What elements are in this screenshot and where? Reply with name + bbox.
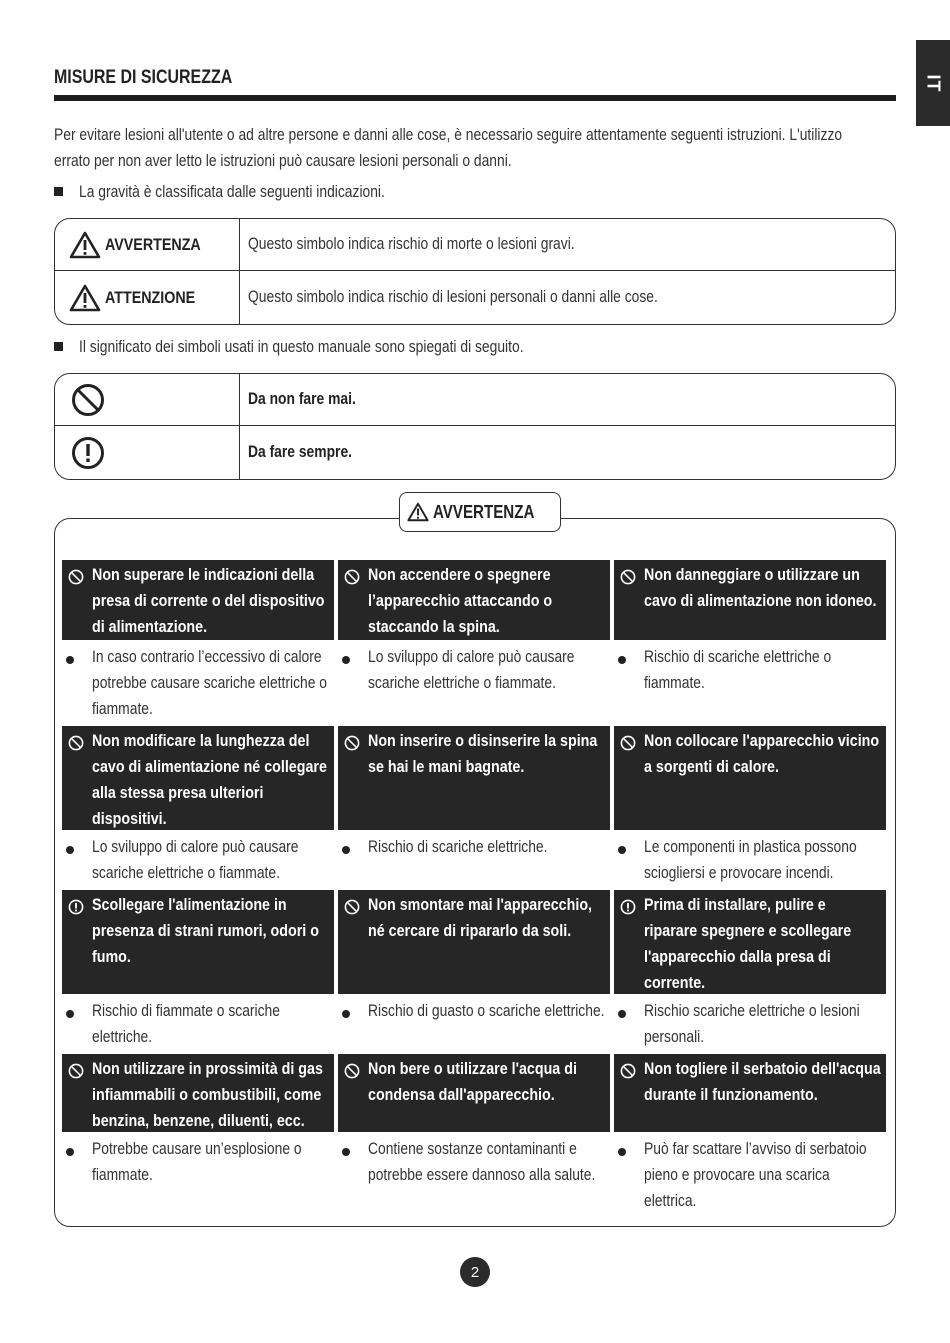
rule-detail: Rischio di guasto o scariche elettriche. bbox=[338, 994, 610, 1054]
rule-heading: Non danneggiare o utilizzare un cavo di alimentazione non idoneo. bbox=[614, 560, 886, 640]
rule-detail: Rischio di scariche elettriche o fiammate. bbox=[614, 640, 886, 726]
bullet-dot-icon bbox=[66, 656, 74, 664]
title-rule bbox=[54, 95, 896, 101]
intro-line-2: errato per non aver letto le istruzioni può causare lesioni personali o danni. bbox=[54, 152, 512, 170]
severity-row-warning bbox=[55, 219, 895, 270]
warning-triangle-icon bbox=[69, 231, 101, 259]
prohibited-icon bbox=[68, 1063, 84, 1079]
page-title: MISURE DI SICUREZZA bbox=[54, 67, 233, 88]
bullet-dot-icon bbox=[618, 1148, 626, 1156]
rule-heading: Non collocare l'apparecchio vicino a sorgenti di calore. bbox=[614, 726, 886, 830]
rule-detail: Le componenti in plastica possono sciogliersi e provocare incendi. bbox=[614, 830, 886, 890]
bullet-dot-icon bbox=[618, 846, 626, 854]
symbol-row-mandatory bbox=[55, 425, 895, 479]
rule-heading: Non accendere o spegnere l’apparecchio attaccando o staccando la spina. bbox=[338, 560, 610, 640]
prohibited-icon bbox=[620, 1063, 636, 1079]
prohibited-icon bbox=[344, 735, 360, 751]
severity-row-caution bbox=[55, 270, 895, 324]
prohibited-icon bbox=[344, 569, 360, 585]
intro-line-1: Per evitare lesioni all'utente o ad altre persone e danni alle cose, è necessario seguire attentamente seguenti istruzioni. L'utilizzo bbox=[54, 126, 843, 144]
page-number: 2 bbox=[460, 1257, 490, 1287]
severity-desc-caution: Questo simbolo indica rischio di lesioni personali o danni alle cose. bbox=[248, 288, 658, 306]
mandatory-icon bbox=[71, 436, 105, 470]
square-bullet-icon bbox=[54, 187, 63, 196]
severity-legend bbox=[54, 218, 896, 325]
prohibited-icon bbox=[620, 569, 636, 585]
bullet-dot-icon bbox=[342, 656, 350, 664]
prohibited-icon bbox=[71, 383, 105, 417]
rule-detail: Contiene sostanze contaminanti e potrebbe essere dannoso alla salute. bbox=[338, 1132, 610, 1218]
bullet-dot-icon bbox=[618, 656, 626, 664]
warning-box-title: AVVERTENZA bbox=[399, 492, 561, 532]
rule-detail: Lo sviluppo di calore può causare scariche elettriche o fiammate. bbox=[62, 830, 334, 890]
rule-detail: Può far scattare l’avviso di serbatoio pieno e provocare una scarica elettrica. bbox=[614, 1132, 886, 1218]
mandatory-icon bbox=[68, 899, 84, 915]
rule-heading: Non inserire o disinserire la spina se hai le mani bagnate. bbox=[338, 726, 610, 830]
rule-heading: Prima di installare, pulire e riparare spegnere e scollegare l'apparecchio dalla presa di corrente. bbox=[614, 890, 886, 994]
symbols-legend bbox=[54, 373, 896, 480]
rule-detail: Rischio di fiammate o scariche elettriche. bbox=[62, 994, 334, 1054]
prohibited-icon bbox=[344, 899, 360, 915]
rule-detail: In caso contrario l’eccessivo di calore potrebbe causare scariche elettriche o fiammate. bbox=[62, 640, 334, 726]
prohibited-icon bbox=[68, 735, 84, 751]
rule-detail: Lo sviluppo di calore può causare scariche elettriche o fiammate. bbox=[338, 640, 610, 726]
severity-label-caution: ATTENZIONE bbox=[105, 287, 196, 307]
severity-note: La gravità è classificata dalle seguenti indicazioni. bbox=[54, 183, 443, 202]
symbol-row-prohibited bbox=[55, 374, 895, 425]
bullet-dot-icon bbox=[342, 1148, 350, 1156]
rule-heading: Non superare le indicazioni della presa di corrente o del dispositivo di alimentazione. bbox=[62, 560, 334, 640]
prohibited-icon bbox=[68, 569, 84, 585]
warning-triangle-icon bbox=[69, 284, 101, 312]
mandatory-icon bbox=[620, 899, 636, 915]
language-tab bbox=[916, 40, 950, 126]
rule-heading: Non utilizzare in prossimità di gas infiammabili o combustibili, come benzina, benzene, diluenti, ecc. bbox=[62, 1054, 334, 1132]
rule-heading: Non bere o utilizzare l'acqua di condensa dall'apparecchio. bbox=[338, 1054, 610, 1132]
severity-label-warning: AVVERTENZA bbox=[105, 234, 201, 254]
bullet-dot-icon bbox=[342, 846, 350, 854]
bullet-dot-icon bbox=[342, 1010, 350, 1018]
rule-detail: Rischio di scariche elettriche. bbox=[338, 830, 610, 890]
symbol-desc-prohibited: Da non fare mai. bbox=[248, 390, 356, 408]
rule-heading: Non modificare la lunghezza del cavo di alimentazione né collegare alla stessa presa ulteriori dispositivi. bbox=[62, 726, 334, 830]
rule-heading: Non togliere il serbatoio dell'acqua durante il funzionamento. bbox=[614, 1054, 886, 1132]
rule-heading: Scollegare l'alimentazione in presenza di strani rumori, odori o fumo. bbox=[62, 890, 334, 994]
warning-rules-grid bbox=[62, 560, 888, 1218]
language-code: IT bbox=[923, 74, 944, 92]
rule-detail: Potrebbe causare un’esplosione o fiammate. bbox=[62, 1132, 334, 1218]
intro-text bbox=[54, 122, 896, 174]
prohibited-icon bbox=[620, 735, 636, 751]
bullet-dot-icon bbox=[66, 1010, 74, 1018]
symbol-desc-mandatory: Da fare sempre. bbox=[248, 443, 353, 461]
rule-detail: Rischio scariche elettriche o lesioni personali. bbox=[614, 994, 886, 1054]
severity-desc-warning: Questo simbolo indica rischio di morte o lesioni gravi. bbox=[248, 235, 575, 253]
square-bullet-icon bbox=[54, 342, 63, 351]
bullet-dot-icon bbox=[66, 846, 74, 854]
bullet-dot-icon bbox=[618, 1010, 626, 1018]
bullet-dot-icon bbox=[66, 1148, 74, 1156]
symbols-note: Il significato dei simboli usati in questo manuale sono spiegati di seguito. bbox=[54, 338, 608, 357]
rule-heading: Non smontare mai l'apparecchio, né cercare di ripararlo da soli. bbox=[338, 890, 610, 994]
prohibited-icon bbox=[344, 1063, 360, 1079]
warning-triangle-icon bbox=[407, 502, 429, 522]
